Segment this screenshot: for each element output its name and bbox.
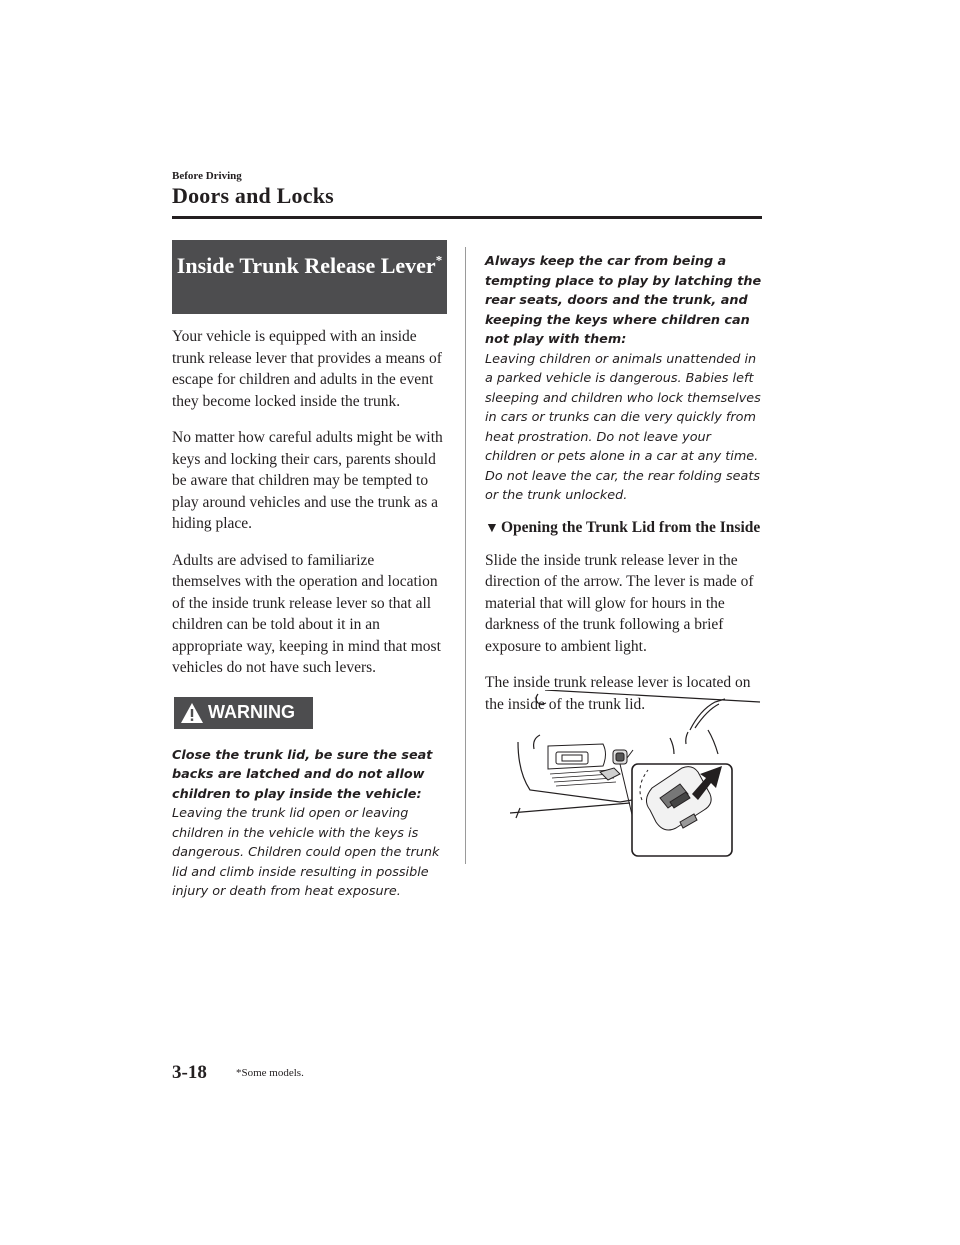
warning-body: Leaving the trunk lid open or leaving children in the vehicle with the keys is dangerous. Children could open the trunk lid and climb inside resulting in possible injury or death from heat exposure. [172,806,440,899]
warning-label: WARNING [208,702,295,722]
section-title: Inside Trunk Release Lever [176,253,436,278]
advice-paragraph: Adults are advised to familiarize themselves with the operation and location of the inside trunk release lever so that all children can be told about it in an appropriate way, keeping in mind that most vehicles do not have such levers. [172,551,441,676]
warning-body-2: Leaving children or animals unattended in a parked vehicle is dangerous. Babies left sleeping and children who lock themselves in cars or trunks can die very quickly from heat prostration. Do not leave your children or pets alone in a car at any time. Do not leave the car, the rear folding seats or the trunk unlocked. [485,351,761,503]
trunk-lever-illustration [510,690,770,865]
caution-paragraph: No matter how careful adults might be with keys and locking their cars, parents should be aware that children may be tempted to play around vehicles and use the trunk as a hiding place. [172,429,443,532]
warning-heading-2: Always keep the car from being a tempting place to play by latching the rear seats, doors and the trunk, and keeping the keys where children can not play with them: [485,254,762,347]
section-label: Before Driving [172,170,242,182]
chapter-title: Doors and Locks [172,183,334,208]
subsection-heading [485,518,765,539]
footnote: *Some models. [236,1067,304,1079]
some-models-mark: * [435,252,443,268]
header-rule [172,216,762,219]
location-paragraph: The inside trunk release lever is located on the inside of the trunk lid. [485,674,751,713]
warning-heading: Close the trunk lid, be sure the seat backs are latched and do not allow children to play inside the vehicle: [172,747,433,802]
triangle-down-icon: ▼ [485,520,499,536]
column-divider [465,247,466,864]
warning-badge [174,697,313,729]
page-number: 3-18 [172,1062,207,1083]
subsection-title: Opening the Trunk Lid from the Inside [501,518,761,536]
left-column [172,240,447,902]
section-title-box [172,240,447,314]
right-column [485,252,765,715]
intro-paragraph: Your vehicle is equipped with an inside trunk release lever that provides a means of escape for children and adults in the event they become locked inside the trunk. [172,328,442,410]
warning-triangle-icon [180,702,204,724]
instruction-paragraph: Slide the inside trunk release lever in the direction of the arrow. The lever is made of material that will glow for hours in the darkness of the trunk following a brief exposure to ambient light. [485,551,754,655]
